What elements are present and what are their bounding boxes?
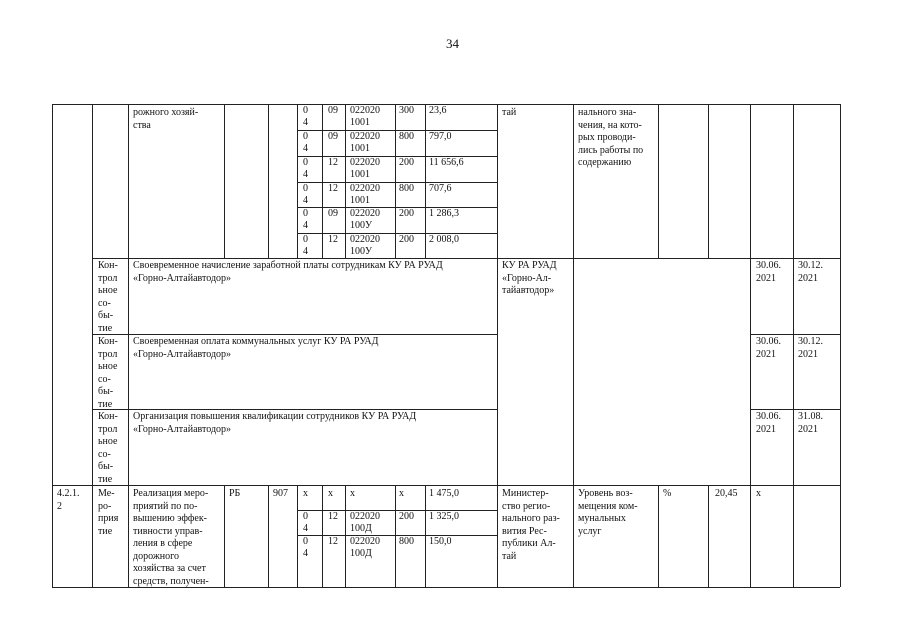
funding-amount: 150,0 (429, 536, 452, 547)
measure-name-text: ства (133, 119, 151, 131)
event-start-date: 2021 (756, 348, 776, 360)
executor-text: вития Рес- (502, 525, 547, 537)
event-type-text: со- (98, 448, 111, 460)
expense-type-code: 200 (399, 234, 414, 245)
item-type-text: ро- (98, 500, 112, 512)
funding-amount: 797,0 (429, 131, 452, 142)
item-number: 2 (57, 500, 62, 512)
item-type-text: прия (98, 513, 119, 524)
subsection-code: 12 (328, 157, 338, 168)
measure-name-text: рожного хозяй- (133, 107, 199, 118)
budget-row-rule (297, 233, 497, 234)
item-number: 4.2.1. (57, 488, 80, 499)
measure-name-text: приятий по по- (133, 500, 198, 512)
column-rule (345, 485, 346, 587)
column-rule (297, 104, 298, 258)
event-end-date: 30.12. (798, 260, 823, 271)
event-type-text: ьное (98, 361, 118, 372)
unit-text: % (663, 488, 672, 499)
indicator-text: содержанию (578, 157, 632, 168)
event-end-date: 2021 (798, 272, 818, 284)
table-bottom-rule (52, 587, 840, 588)
grbs-code: 907 (273, 488, 288, 499)
target-article-code: 1001 (350, 169, 370, 180)
expense-type-code: х (399, 488, 404, 499)
event-type-text: Кон- (98, 260, 118, 271)
target-article-code: 022020 (350, 157, 380, 168)
target-article-code: 1001 (350, 143, 370, 154)
indicator-text: мунальных (578, 513, 626, 524)
subsection-code: 12 (328, 234, 338, 245)
section-code: 0 (303, 157, 308, 168)
event-name-text: Своевременное начисление заработной платы сотрудникам КУ РА РУАД (133, 260, 443, 271)
event-start-date: 2021 (756, 272, 776, 284)
expense-type-code: 800 (399, 183, 414, 194)
event-name-text: Своевременная оплата коммунальных услуг КУ РА РУАД (133, 336, 379, 347)
target-article-code: 022020 (350, 234, 380, 245)
event-rule (750, 334, 840, 335)
event-type-text: Кон- (98, 336, 118, 347)
event-start-date: 30.06. (756, 411, 781, 422)
expense-type-code: 200 (399, 157, 414, 168)
measure-name-text: вышению эффек- (133, 513, 208, 524)
column-rule (425, 485, 426, 587)
target-article-code: 022020 (350, 183, 380, 194)
section-code: 4 (303, 246, 308, 257)
start-date: х (756, 488, 761, 499)
target-article-code: 022020 (350, 208, 380, 219)
target-article-code: 022020 (350, 536, 380, 547)
indicator-text: чения, на кото- (578, 119, 642, 131)
measure-top-rule (52, 485, 840, 486)
column-rule (497, 104, 498, 587)
expense-type-code: 300 (399, 105, 414, 116)
target-article-code: 1001 (350, 195, 370, 206)
expense-type-code: 200 (399, 208, 414, 219)
column-rule (708, 485, 709, 587)
indicator-text: мещения ком- (578, 500, 638, 512)
measure-name-text: Реализация меро- (133, 488, 209, 499)
column-rule (658, 104, 659, 258)
event-type-text: ьное (98, 285, 118, 296)
indicator-text: рых проводи- (578, 132, 636, 143)
indicator-text: услуг (578, 525, 602, 537)
event-name-text: «Горно-Алтайавтодор» (133, 424, 232, 435)
event-end-date: 2021 (798, 348, 818, 360)
budget-row-rule (297, 510, 497, 511)
section-code: 4 (303, 523, 308, 534)
funding-amount: 1 475,0 (429, 488, 459, 499)
section-code: 4 (303, 143, 308, 154)
event-name-text: Организация повышения квалификации сотрудников КУ РА РУАД (133, 411, 417, 422)
event-type-text: трол (98, 272, 118, 284)
event-name-text: «Горно-Алтайавтодор» (133, 273, 232, 284)
event-start-date: 30.06. (756, 336, 781, 347)
section-code: 0 (303, 511, 308, 522)
subsection-code: 09 (328, 105, 338, 116)
executor-text: тай (502, 107, 517, 118)
section-code: 0 (303, 105, 308, 116)
executor-text: публики Ал- (502, 538, 556, 549)
event-end-date: 2021 (798, 423, 818, 435)
event-end-date: 30.12. (798, 336, 823, 347)
column-rule (658, 485, 659, 587)
event-type-text: тие (98, 398, 113, 410)
executor-text: ство регио- (502, 500, 551, 512)
funding-amount: 11 656,6 (429, 157, 464, 168)
event-type-text: бы- (98, 386, 114, 397)
column-rule (573, 104, 574, 587)
subsection-code: 12 (328, 511, 338, 522)
section-code: 4 (303, 117, 308, 128)
measure-name-text: дорожного (133, 550, 179, 562)
indicator-text: нального зна- (578, 107, 637, 118)
funding-amount: 707,6 (429, 183, 452, 194)
event-type-text: Кон- (98, 411, 118, 422)
budget-row-rule (297, 535, 497, 536)
measure-name-text: хозяйства за счет (133, 563, 206, 574)
event-end-date: 31.08. (798, 411, 823, 422)
event-type-text: тие (98, 322, 113, 334)
column-rule (224, 485, 225, 587)
funding-amount: 2 008,0 (429, 234, 459, 245)
event-type-text: трол (98, 423, 118, 435)
target-article-code: 1001 (350, 117, 370, 128)
column-rule (268, 104, 269, 258)
column-rule (268, 485, 269, 587)
measure-name-text: тивности управ- (133, 525, 203, 537)
target-article-code: 100У (350, 246, 373, 257)
column-rule (425, 104, 426, 258)
event-name-text: «Горно-Алтайавтодор» (133, 349, 232, 360)
executor-text: Министер- (502, 488, 549, 499)
event-rule (92, 334, 497, 335)
event-rule (750, 409, 840, 410)
expense-type-code: 800 (399, 536, 414, 547)
item-type-text: Ме- (98, 488, 115, 499)
section-code: 0 (303, 183, 308, 194)
section-code: 0 (303, 131, 308, 142)
budget-row-rule (297, 207, 497, 208)
funding-amount: 1 286,3 (429, 208, 459, 219)
event-type-text: со- (98, 297, 111, 309)
budget-row-rule (297, 156, 497, 157)
section-code: 0 (303, 234, 308, 245)
section-code: 4 (303, 220, 308, 231)
column-rule (793, 104, 794, 587)
target-article-code: 100Д (350, 548, 372, 559)
executor-text: нального раз- (502, 513, 560, 524)
indicator-text: лись работы по (578, 144, 644, 156)
target-article-code: х (350, 488, 355, 499)
measure-name-text: ления в сфере (133, 538, 193, 549)
section-code: х (303, 488, 308, 499)
funding-amount: 1 325,0 (429, 511, 459, 522)
column-rule (395, 485, 396, 587)
page-number: 34 (446, 36, 459, 51)
section-code: 0 (303, 208, 308, 219)
column-rule (322, 104, 323, 258)
event-executor-text: «Горно-Ал- (502, 272, 552, 284)
budget-row-rule (297, 130, 497, 131)
column-rule (52, 104, 53, 587)
event-start-date: 30.06. (756, 260, 781, 271)
indicator-value: 20,45 (715, 488, 738, 499)
event-type-text: бы- (98, 461, 114, 472)
column-rule (92, 104, 93, 587)
section-code: 4 (303, 548, 308, 559)
event-start-date: 2021 (756, 423, 776, 435)
target-article-code: 022020 (350, 105, 380, 116)
event-executor-text: КУ РА РУАД (502, 260, 557, 271)
column-rule (395, 104, 396, 258)
target-article-code: 022020 (350, 511, 380, 522)
target-article-code: 022020 (350, 131, 380, 142)
target-article-code: 100У (350, 220, 373, 231)
item-type-text: тие (98, 525, 113, 537)
event-type-text: трол (98, 348, 118, 360)
funding-amount: 23,6 (429, 105, 447, 116)
event-executor-text: тайавтодор» (502, 285, 555, 296)
indicator-text: Уровень воз- (578, 488, 633, 499)
column-rule (224, 104, 225, 258)
expense-type-code: 200 (399, 511, 414, 522)
subsection-code: 09 (328, 208, 338, 219)
measure-name-text: средств, получен- (133, 575, 209, 587)
section-code: 4 (303, 169, 308, 180)
event-type-text: ьное (98, 436, 118, 447)
expense-type-code: 800 (399, 131, 414, 142)
subsection-code: 12 (328, 536, 338, 547)
section-code: 0 (303, 536, 308, 547)
event-type-text: бы- (98, 310, 114, 321)
column-rule (708, 104, 709, 258)
column-rule (297, 485, 298, 587)
section-code: 4 (303, 195, 308, 206)
column-rule (128, 104, 129, 587)
column-rule (345, 104, 346, 258)
target-article-code: 100Д (350, 523, 372, 534)
funding-source: РБ (229, 488, 241, 499)
subsection-code: 12 (328, 183, 338, 194)
event-rule (92, 258, 840, 259)
budget-row-rule (297, 182, 497, 183)
column-rule (750, 104, 751, 587)
subsection-code: х (328, 488, 333, 499)
executor-text: тай (502, 550, 517, 562)
event-type-text: тие (98, 473, 113, 485)
event-rule (92, 409, 497, 410)
subsection-code: 09 (328, 131, 338, 142)
column-rule (840, 104, 841, 587)
event-type-text: со- (98, 373, 111, 385)
column-rule (322, 485, 323, 587)
